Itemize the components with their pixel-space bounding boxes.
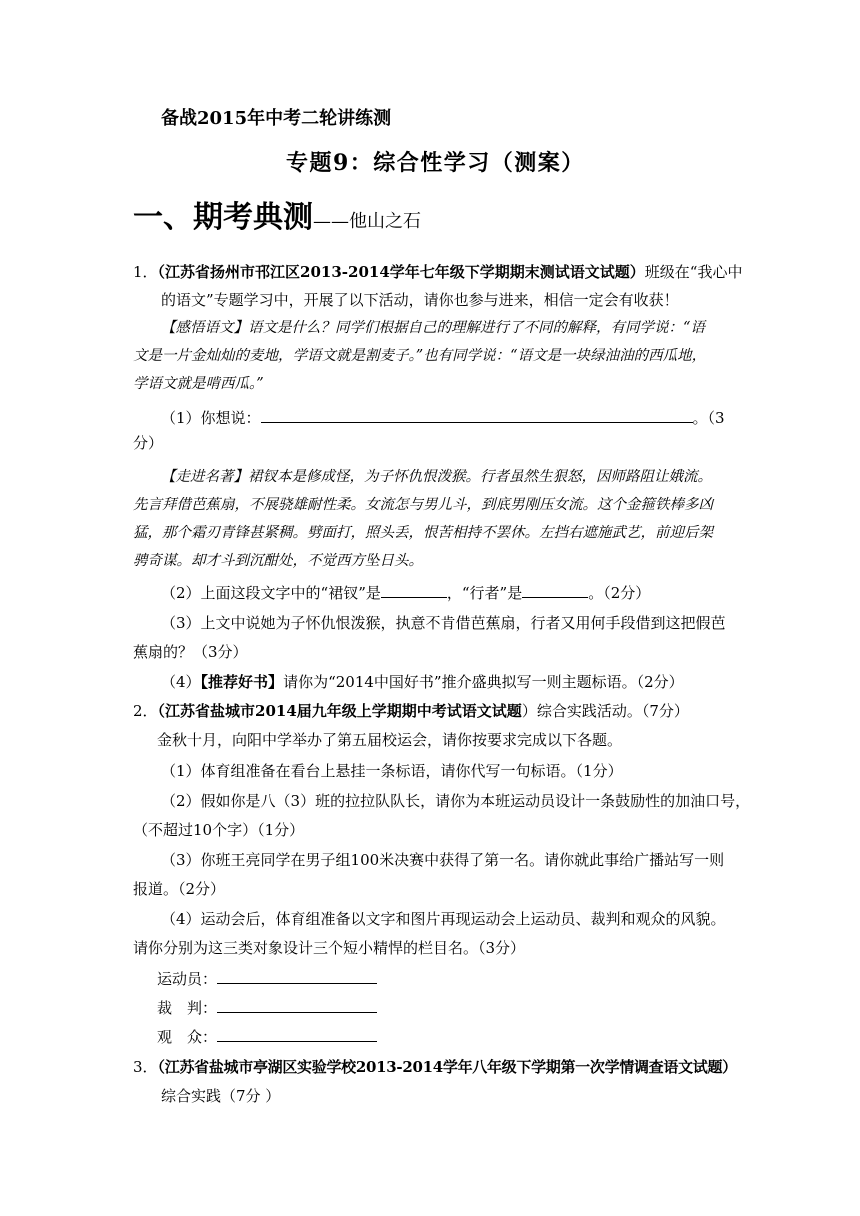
q2-sub2-line-2: （不超过10个字）（1分） (133, 821, 305, 839)
q2-referee-label: 裁 判： (157, 999, 218, 1017)
q2-athlete-row (157, 969, 377, 989)
q1-sub4 (161, 672, 684, 692)
q2-title: ）综合实践活动。（7分） (521, 702, 689, 720)
q1-intro-a: 班级在“我心中 (644, 263, 743, 281)
q2-line-1 (133, 701, 689, 721)
q1-sub2-b: ，“行者”是 (446, 584, 523, 602)
q2-sub4-line-1: （4）运动会后，体育组准备以文字和图片再现运动会上运动员、裁判和观众的风貌。 (161, 910, 726, 928)
section-heading-suffix: ——他山之石 (313, 211, 421, 232)
q3-line-2: 综合实践（7分 ） (161, 1087, 281, 1105)
q1-sub2-blank-1[interactable] (381, 583, 447, 598)
q2-audience-label: 观 众： (157, 1028, 218, 1046)
q1-ganwu-line-1: 【感悟语文】语文是什么？同学们根据自己的理解进行了不同的解释，有同学说：“语 (161, 320, 705, 336)
q2-intro: 金秋十月，向阳中学举办了第五届校运会，请你按要求完成以下各题。 (157, 731, 623, 749)
q2-sub3-line-1: （3）你班王亮同学在男子组100米决赛中获得了第一名。请你就此事给广播站写一则 (161, 851, 725, 869)
q2-sub2-line-1: （2）假如你是八（3）班的拉拉队队长，请你为本班运动员设计一条鼓励性的加油口号， (161, 792, 751, 810)
q1-sub1-score: 分） (133, 434, 164, 452)
q1-sub1-prefix: （1）你想说： (161, 409, 261, 427)
q1-mingzhu-line-3: 猛，那个霜刃青锋甚紧稠。劈面打，照头丢，恨苦相持不罢休。左挡右遮施武艺，前迎后架 (133, 525, 713, 541)
q1-sub1-answer-blank[interactable] (261, 408, 693, 423)
q1-ganwu-line-3: 学语文就是啃西瓜。” (133, 376, 264, 392)
q1-sub4-prefix: （4） (161, 673, 201, 691)
q3-line-1 (133, 1057, 737, 1077)
q1-sub2-c: 。（2分） (588, 584, 651, 602)
q1-mingzhu-line-1: 【走进名著】裙钗本是修成怪，为子怀仇恨泼猴。行者虽然生狠怒，因师路阻让娥流。 (161, 469, 712, 485)
q1-sub4-tag: 【推荐好书】 (200, 673, 284, 691)
q1-mingzhu-line-4: 骋奇谋。却才斗到沉酣处，不觉西方坠日头。 (133, 553, 423, 569)
q1-sub3-line-1: （3）上文中说她为子怀仇恨泼猴，执意不肯借芭蕉扇，行者又用何手段借到这把假芭 (161, 614, 726, 632)
q2-audience-row (157, 1027, 377, 1047)
q1-line-1 (133, 262, 742, 282)
q3-number: 3． (133, 1058, 158, 1076)
q2-audience-blank[interactable] (217, 1027, 377, 1042)
q2-number: 2． (133, 702, 158, 720)
q1-sub2 (161, 583, 650, 603)
q1-sub2-blank-2[interactable] (522, 583, 588, 598)
q1-ganwu-line-2: 文是一片金灿灿的麦地，学语文就是割麦子。”也有同学说：“语文是一块绿油油的西瓜地， (133, 348, 707, 364)
q2-sub3-line-2: 报道。（2分） (133, 880, 226, 898)
section-heading (133, 196, 421, 244)
q1-mingzhu-line-2: 先言拜借芭蕉扇，不展骁雄耐性柔。女流怎与男儿斗，到底男刚压女流。这个金箍铁棒多凶 (133, 497, 713, 513)
document-title: 专题9：综合性学习（测案） (286, 150, 585, 176)
q2-referee-blank[interactable] (217, 998, 377, 1013)
q2-referee-row (157, 998, 377, 1018)
q1-intro-b: 的语文”专题学习中，开展了以下活动，请你也参与进来，相信一定会有收获！ (161, 291, 679, 309)
q2-sub4-line-2: 请你分别为这三类对象设计三个短小精悍的栏目名。（3分） (133, 939, 526, 957)
q1-sub3-line-2: 蕉扇的？（3分） (133, 643, 248, 661)
q2-athlete-label: 运动员： (157, 970, 218, 988)
q1-source: （江苏省扬州市邗江区2013-2014学年七年级下学期期末测试语文试题） (157, 263, 645, 281)
q2-sub1: （1）体育组准备在看台上悬挂一条标语，请你代写一句标语。（1分） (161, 762, 623, 780)
q1-sub1 (161, 408, 725, 428)
q2-athlete-blank[interactable] (217, 969, 377, 984)
section-heading-main: 一、期考典测 (133, 200, 313, 235)
q1-sub2-a: （2）上面这段文字中的“裙钗”是 (161, 584, 381, 602)
q2-source: （江苏省盐城市2014届九年级上学期期中考试语文试题 (157, 702, 522, 720)
q1-sub4-text: 请你为“2014中国好书”推介盛典拟写一则主题标语。（2分） (283, 673, 684, 691)
q1-sub1-suffix: 。（3 (692, 409, 725, 427)
q1-number: 1． (133, 263, 158, 281)
document-subtitle: 备战2015年中考二轮讲练测 (161, 108, 392, 129)
q3-source: （江苏省盐城市亭湖区实验学校2013-2014学年八年级下学期第一次学情调查语文试题） (157, 1058, 737, 1076)
